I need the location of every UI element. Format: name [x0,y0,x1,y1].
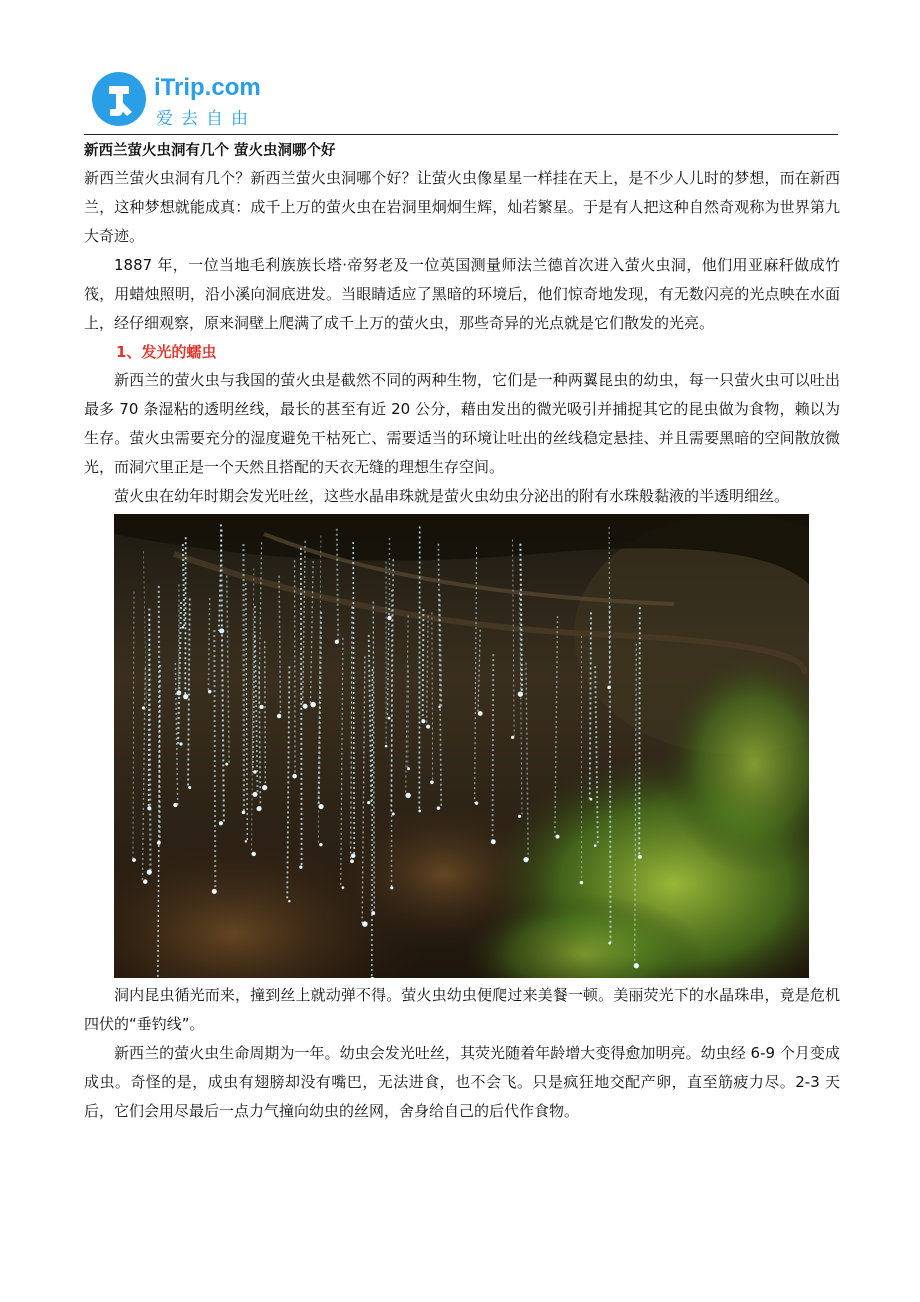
section-heading: 1、发光的蠕虫 [116,343,217,361]
logo-subtitle: 爱去自由 [156,109,256,129]
paragraph-intro: 新西兰萤火虫洞有几个？新西兰萤火虫洞哪个好？让萤火虫像星星一样挂在天上，是不少人儿时的梦想，而在新西兰，这种梦想就能成真：成千上万的萤火虫在岩洞里炯炯生辉，灿若繁星。于是有人把这种自然奇观称为世界第九大奇迹。 [84,169,840,245]
logo-name: iTrip.com [154,74,261,101]
article-title: 新西兰萤火虫洞有几个 萤火虫洞哪个好 [84,143,336,159]
itrip-logo-icon [92,72,146,126]
paragraph-silk: 萤火虫在幼年时期会发光吐丝，这些水晶串珠就是萤火虫幼虫分泌出的附有水珠般黏液的半透明细丝。 [114,487,790,505]
paragraph-history: 1887 年，一位当地毛利族族长塔·帝努老及一位英国测量师法兰德首次进入萤火虫洞，他们用亚麻秆做成竹筏，用蜡烛照明，沿小溪向洞底进发。当眼睛适应了黑暗的环境后，他们惊奇地发现，有无数闪亮的光点映在水面上，经仔细观察，原来洞壁上爬满了成千上万的萤火虫，那些奇异的光点就是它们散发的光亮。 [84,256,840,332]
paragraph-trap: 洞内昆虫循光而来，撞到丝上就动弹不得。萤火虫幼虫便爬过来美餐一顿。美丽荧光下的水晶珠串，竟是危机四伏的“垂钓线”。 [84,986,840,1033]
paragraph-lifecycle: 新西兰的萤火虫生命周期为一年。幼虫会发光吐丝，其荧光随着年龄增大变得愈加明亮。幼虫经 6-9 个月变成成虫。奇怪的是，成虫有翅膀却没有嘴巴，无法进食，也不会飞。只是疯狂地交配产卵，直至筋疲力尽。2-3 天后，它们会用尽最后一点力气撞向幼虫的丝网，舍身给自己的后代作食物。 [84,1044,840,1120]
glowworm-threads-photo [114,514,809,978]
page-header [84,68,838,135]
paragraph-glowworm: 新西兰的萤火虫与我国的萤火虫是截然不同的两种生物，它们是一种两翼昆虫的幼虫，每一只萤火虫可以吐出最多 70 条湿粘的透明丝线，最长的甚至有近 20 公分，藉由发出的微光吸引并捕捉其它的昆虫做为食物，赖以为生存。萤火虫需要充分的湿度避免干枯死亡、需要适当的环境让吐出的丝线稳定悬挂、并且需要黑暗的空间散放微光，而洞穴里正是一个天然且搭配的天衣无缝的理想生存空间。 [84,371,840,476]
article-body [84,138,840,1126]
